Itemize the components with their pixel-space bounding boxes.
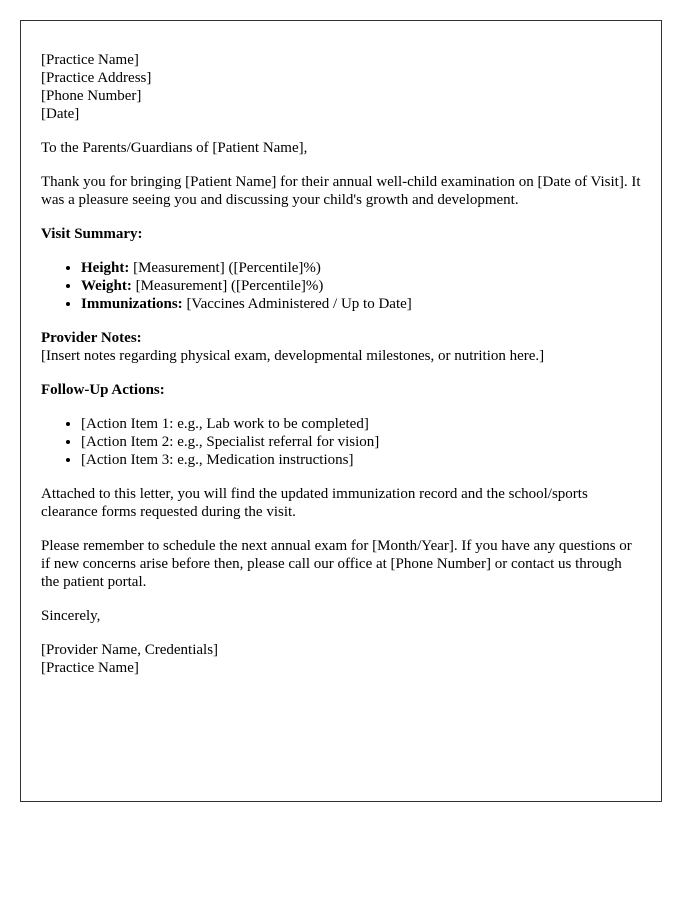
list-item: [81, 277, 641, 295]
follow-up-list: [41, 415, 641, 469]
greeting: To the Parents/Guardians of [Patient Name],: [41, 140, 308, 156]
closing: Sincerely,: [41, 608, 101, 624]
list-item: • [Action Item 1: e.g., Lab work to be completed]: [81, 415, 641, 433]
intro-paragraph: Thank you for bringing [Patient Name] for their annual well-child examination on [Date of Visit]. It was a pleasure seeing you and discussing your child's growth and development.: [41, 174, 641, 208]
practice-name: [Practice Name]: [41, 52, 139, 68]
signature-practice-name: [Practice Name]: [41, 660, 139, 676]
provider-notes-section: [41, 329, 641, 365]
immunizations-label: Immunizations:: [81, 296, 183, 312]
visit-summary-heading: [41, 225, 641, 243]
weight-label: Weight:: [81, 278, 132, 294]
height-value: [Measurement] ([Percentile]%): [133, 260, 321, 276]
list-item: • [Action Item 2: e.g., Specialist referral for vision]: [81, 433, 641, 451]
follow-up-heading: Follow-Up Actions:: [41, 382, 165, 398]
attachments-paragraph: Attached to this letter, you will find the updated immunization record and the school/sports clearance forms requested during the visit.: [41, 486, 588, 520]
weight-value: [Measurement] ([Percentile]%): [135, 278, 324, 294]
provider-notes-text: [Insert notes regarding physical exam, developmental milestones, or nutrition here.]: [41, 348, 545, 364]
provider-notes-heading: Provider Notes:: [41, 330, 142, 346]
list-item: • [Action Item 3: e.g., Medication instructions]: [81, 451, 641, 469]
reminder-paragraph: Please remember to schedule the next annual exam for [Month/Year]. If you have any questions or if new concerns arise before then, please call our office at [Phone Number] or contact us through the patient portal.: [41, 538, 632, 590]
practice-address: [Practice Address]: [41, 70, 152, 86]
list-item: [81, 259, 641, 277]
follow-up-heading-block: [41, 381, 641, 399]
list-item: [81, 295, 641, 313]
signature-block: [41, 641, 641, 677]
visit-summary-list: [41, 259, 641, 313]
practice-phone: [Phone Number]: [41, 88, 142, 104]
letter-date: [Date]: [41, 106, 80, 122]
visit-summary-title: Visit Summary:: [41, 226, 143, 242]
height-label: Height:: [81, 260, 130, 276]
letter-page: [20, 20, 662, 802]
provider-name: [Provider Name, Credentials]: [41, 642, 219, 658]
immunizations-value: [Vaccines Administered / Up to Date]: [186, 296, 412, 312]
letter-header: [41, 51, 641, 123]
